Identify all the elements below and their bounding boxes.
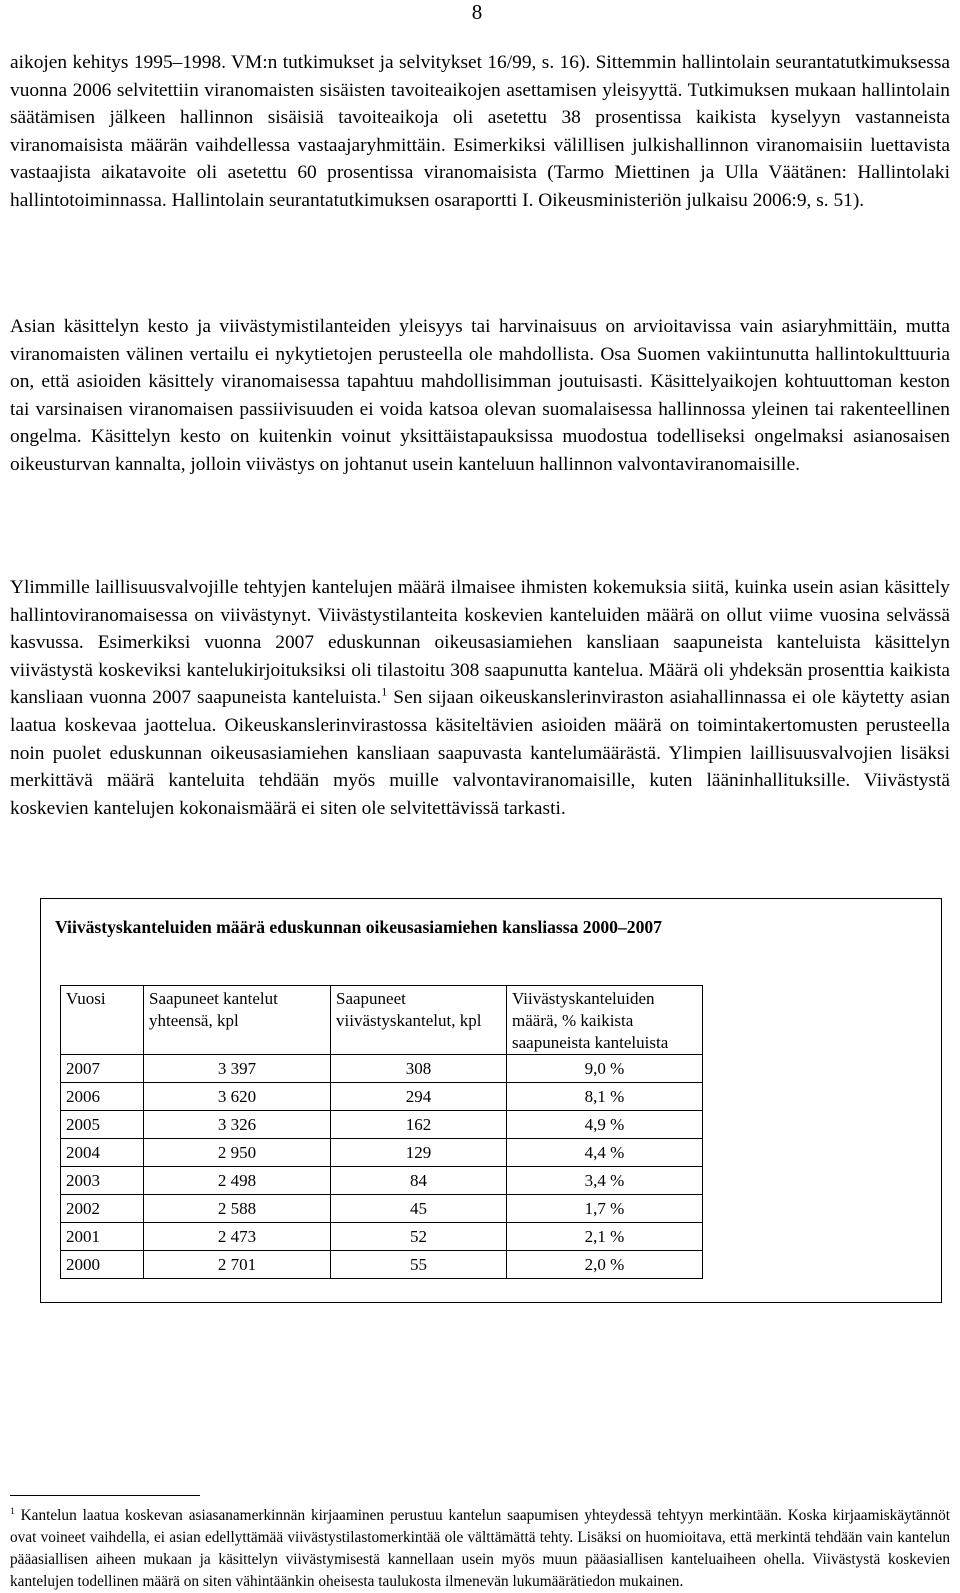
cell-total-complaints: 3 620	[144, 1083, 331, 1111]
table-row	[61, 1083, 703, 1111]
body-paragraph-1: aikojen kehitys 1995–1998. VM:n tutkimukset ja selvitykset 16/99, s. 16). Sittemmin hallintolain seurantatutkimuksessa vuonna 2006 selvitettiin viranomaisten sisäisten tavoiteaikojen asettamisen yleisyyttä. Tutkimuksen mukaan hallintolain säätämisen jälkeen hallinnon sisäisiä tavoiteaikoja oli asetettu 38 prosentissa kaikista kyselyyn vastanneista viranomaisista määrän vaihdellessa vastaajaryhmittäin. Esimerkiksi välillisen julkishallinnon viranomaisiin luettavista vastaajista aikatavoite oli asetettu 60 prosentissa viranomaisista (Tarmo Miettinen ja Ulla Väätänen: Hallintolaki hallintotoiminnassa. Hallintolain seurantatutkimuksen osaraportti I. Oikeusministeriön julkaisu 2006:9, s. 51).	[10, 52, 950, 211]
footnote-marker: 1	[10, 1506, 15, 1517]
footnote-text: Kantelun laatua koskevan asiasanamerkinnän kirjaaminen perustuu kantelun saapumisen yhteydessä tehtyyn merkintään. Koska kirjaamiskäytännöt ovat voineet vaihdella, ei asian edellyttämää viivästystilastomerkintää ole välttämättä tehty. Lisäksi on huomioitava, että merkintä tehdään vain kantelun pääasiallisen aiheen mukaan ja käsittelyn viivästymisestä kannellaan usein myös muun pääasiallisen kanteluaiheen ohella. Viivästystä koskevien kantelujen todellinen määrä on siten vähintäänkin oheisesta taulukosta ilmenevän lukumäärätiedon mukainen.	[10, 1507, 950, 1590]
cell-delay-percentage: 1,7 %	[507, 1195, 703, 1223]
cell-delay-complaints: 308	[331, 1055, 507, 1083]
cell-total-complaints: 2 473	[144, 1223, 331, 1251]
header-delay-complaints: Saapuneet viivästyskantelut, kpl	[331, 986, 507, 1055]
cell-delay-complaints: 55	[331, 1251, 507, 1279]
header-total-complaints: Saapuneet kantelut yhteensä, kpl	[144, 986, 331, 1055]
table-row	[61, 1055, 703, 1083]
cell-total-complaints: 3 397	[144, 1055, 331, 1083]
cell-delay-complaints: 45	[331, 1195, 507, 1223]
cell-delay-complaints: 129	[331, 1139, 507, 1167]
table-row	[61, 1111, 703, 1139]
cell-delay-percentage: 2,0 %	[507, 1251, 703, 1279]
page-number: 8	[471, 0, 483, 24]
header-year: Vuosi	[61, 986, 144, 1055]
cell-year: 2002	[61, 1195, 144, 1223]
cell-delay-complaints: 84	[331, 1167, 507, 1195]
table-row	[61, 1251, 703, 1279]
table-row	[61, 1167, 703, 1195]
cell-delay-complaints: 162	[331, 1111, 507, 1139]
table-title: Viivästyskanteluiden määrä eduskunnan oikeusasiamiehen kansliassa 2000–2007	[55, 917, 662, 937]
cell-delay-percentage: 3,4 %	[507, 1167, 703, 1195]
table-body	[61, 1055, 703, 1279]
cell-delay-complaints: 294	[331, 1083, 507, 1111]
table-row	[61, 1223, 703, 1251]
cell-year: 2001	[61, 1223, 144, 1251]
body-paragraph-3	[10, 574, 950, 822]
cell-year: 2007	[61, 1055, 144, 1083]
cell-total-complaints: 3 326	[144, 1111, 331, 1139]
cell-year: 2006	[61, 1083, 144, 1111]
cell-year: 2004	[61, 1139, 144, 1167]
complaints-table	[60, 985, 703, 1279]
cell-delay-percentage: 9,0 %	[507, 1055, 703, 1083]
cell-year: 2005	[61, 1111, 144, 1139]
cell-total-complaints: 2 701	[144, 1251, 331, 1279]
cell-total-complaints: 2 950	[144, 1139, 331, 1167]
cell-delay-percentage: 4,9 %	[507, 1111, 703, 1139]
cell-delay-percentage: 8,1 %	[507, 1083, 703, 1111]
table-row	[61, 1195, 703, 1223]
cell-total-complaints: 2 588	[144, 1195, 331, 1223]
statistics-box	[40, 898, 942, 1303]
body-paragraph-2: Asian käsittelyn kesto ja viivästymistilanteiden yleisyys tai harvinaisuus on arvioitavissa vain asiaryhmittäin, mutta viranomaisten välinen vertailu ei nykytietojen perusteella ole mahdollista. Osa Suomen vakiintunutta hallintokulttuuria on, että asioiden käsittely viranomaisessa tapahtuu mahdollisimman joutuisasti. Käsittelyaikojen kohtuuttoman keston tai varsinaisen viranomaisen passiivisuuden ei voida katsoa olevan suomalaisessa hallinnossa yleinen tai rakenteellinen ongelma. Käsittelyn kesto on kuitenkin voinut yksittäistapauksissa muodostua todelliseksi ongelmaksi asianosaisen oikeusturvan kannalta, jolloin viivästys on johtanut usein kanteluun hallinnon valvontaviranomaisille.	[10, 316, 950, 475]
paragraph-3-text-start: Ylimmille laillisuusvalvojille tehtyjen kantelujen määrä ilmaisee ihmisten kokemuksia siitä, kuinka usein asian käsittely hallintoviranomaisessa on viivästynyt. Viivästystilanteita koskevien kanteluiden määrä on ollut viime vuosina selvässä kasvussa. Esimerkiksi vuonna 2007 eduskunnan oikeusasiamiehen kansliaan saapuneista kanteluista käsittelyn viivästystä koskeviksi kantelukirjoituksiksi oli tilastoitu 308 saapunutta kantelua. Määrä oli yhdeksän prosenttia kaikista kansliaan vuonna 2007 saapuneista kanteluista.	[10, 577, 950, 709]
cell-year: 2000	[61, 1251, 144, 1279]
cell-delay-percentage: 4,4 %	[507, 1139, 703, 1167]
cell-year: 2003	[61, 1167, 144, 1195]
footnote-reference[interactable]: 1	[381, 684, 388, 699]
header-delay-percentage: Viivästyskanteluiden määrä, % kaikista saapuneista kanteluista	[507, 986, 703, 1055]
table-header-row	[61, 986, 703, 1055]
cell-total-complaints: 2 498	[144, 1167, 331, 1195]
cell-delay-percentage: 2,1 %	[507, 1223, 703, 1251]
footnote-separator	[10, 1495, 200, 1496]
table-row	[61, 1139, 703, 1167]
footnote	[10, 1505, 950, 1593]
cell-delay-complaints: 52	[331, 1223, 507, 1251]
paragraph-3-text-end: Sen sijaan oikeuskanslerinviraston asiahallinnassa ei ole käytetty asian laatua koskevaa jaottelua. Oikeuskanslerinvirastossa käsiteltävien asioiden määrä on toimintakertomusten perusteella noin puolet eduskunnan oikeusasiamiehen kansliaan saapuvasta kantelumäärästä. Ylimpien laillisuusvalvojien lisäksi merkittävä määrä kanteluita tehdään myös muille valvontaviranomaisille, kuten lääninhallituksille. Viivästystä koskevien kantelujen kokonaismäärä ei siten ole selvitettävissä tarkasti.	[10, 687, 950, 819]
